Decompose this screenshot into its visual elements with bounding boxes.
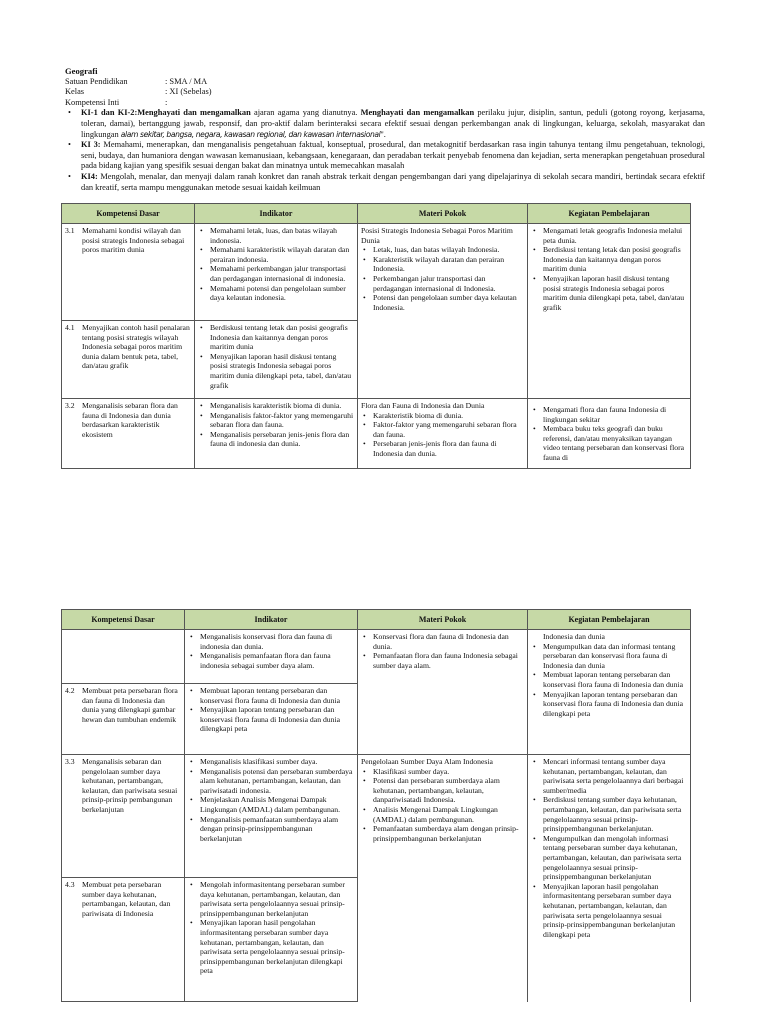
list-item: • Menganalisis potensi dan persebaran sumberdaya alam kehutanan, pertambangan, kelautan, dan pariwisatadi indonesia. <box>200 767 354 796</box>
materi-list <box>361 632 524 670</box>
syllabus-table-2 <box>61 609 691 1002</box>
list-item: • Menyajikan laporan hasil pengolahan informasitentang persebaran sumber daya kehutanan, pertambangan, kelautan, dan pariwisata serta pengelolaannya sesuai prinsip-prinsippembangunan berkelanjutan dilengkapi peta <box>200 918 354 976</box>
list-item: • Membuat laporan tentang persebaran dan konservasi flora fauna di Indonesia dan dunia <box>200 686 354 705</box>
kd-cell <box>62 630 185 684</box>
col-kegiatan: Kegiatan Pembelajaran <box>528 204 691 224</box>
info-value: : <box>165 97 168 107</box>
list-item: • Mengumpulkan dan mengolah informasi tentang persebaran sumber daya kehutanan, pertambangan, kelautan, dan pariwisata serta pengelolaannya sesuai prinsip-prinsippembangunan berkelanjutan <box>543 834 687 882</box>
kd-cell <box>62 755 185 878</box>
materi-cell <box>358 399 528 469</box>
col-kegiatan: Kegiatan Pembelajaran <box>528 610 691 630</box>
materi-list <box>361 245 524 312</box>
col-materi-pokok: Materi Pokok <box>358 610 528 630</box>
list-item: • Menyajikan laporan hasil diskusi tentang posisi strategis Indonesia sebagai poros maritim dunia dilengkapi peta, tabel, dan/atau grafik <box>210 352 354 390</box>
list-item: • Menjelaskan Analisis Mengenai Dampak Lingkungan (AMDAL) dalam pembangunan. <box>200 795 354 814</box>
ki-4 <box>81 172 705 193</box>
kegiatan-cell <box>528 755 691 1002</box>
list-item: • Potensi dan pengelolaan sumber daya kelautan Indonesia. <box>373 293 524 312</box>
kd-cell <box>62 224 195 321</box>
col-materi-pokok: Materi Pokok <box>358 204 528 224</box>
list-item: • Pemanfaatan sumberdaya alam dengan prinsip-prinsippembangunan berkelanjutan <box>373 824 524 843</box>
info-key: Kelas <box>65 87 85 97</box>
kd-text: Membuat peta persebaran flora dan fauna di Indonesia dan dunia yang dilengkapi gambar hewan dan tumbuhan endemik <box>82 686 178 724</box>
list-item: • Mengumpulkan data dan informasi tentang persebaran dan konservasi flora fauna di Indonesia dan dunia <box>543 642 687 671</box>
indikator-cell <box>185 878 358 1002</box>
list-item: • Memahami karakteristik wilayah daratan dan perairan indonesia. <box>210 245 354 264</box>
list-item: • Memahami perkembangan jalur transportasi dan perdagangan internasional di indonesia. <box>210 264 354 283</box>
syllabus-table-1 <box>61 203 691 469</box>
indikator-cell <box>195 399 358 469</box>
kd-number: 4.1 <box>65 323 75 332</box>
materi-list <box>361 767 524 844</box>
kd-text: Menganalisis sebaran flora dan fauna di Indonesia dan dunia berdasarkan karakteristik ekosistem <box>82 401 178 439</box>
list-item: • Menganalisis pemanfaatan flora dan fauna indonesia sebagai sumber daya alam. <box>200 651 354 670</box>
ki1-end: ". <box>380 129 386 139</box>
kd-text: Menganalisis sebaran dan pengelolaan sumber daya kehutanan, pertambangan, kelautan, dan pariwisata sesuai prinsip-prinsip pembangunan berkelanjutan <box>82 757 178 814</box>
table-header-row <box>62 204 691 224</box>
indikator-list <box>188 880 354 976</box>
indikator-list <box>188 686 354 734</box>
list-item: • Menyajikan laporan tentang persebaran dan konservasi flora fauna di Indonesia dan dunia dilengkapi peta <box>543 690 687 719</box>
list-item: • Menganalisis karakteristik bioma di dunia. <box>210 401 354 411</box>
list-item: • Konservasi flora dan fauna di Indonesia dan dunia. <box>373 632 524 651</box>
list-item: • Menganalisis pemanfaatan sumberdaya alam dengan prinsip-prinsippembangunan berkelanjutan <box>200 815 354 844</box>
list-item: • Membuat laporan tentang persebaran dan konservasi flora fauna di Indonesia dan dunia <box>543 670 687 689</box>
materi-cell <box>358 224 528 399</box>
kd-text: Membuat peta persebaran sumber daya kehutanan, pertambangan, kelautan, dan pariwisata di Indonesia <box>82 880 171 918</box>
list-item: • Memahami potensi dan pengelolaan sumber daya kelautan indonesia. <box>210 284 354 303</box>
list-item: • Membaca buku teks geografi dan buku referensi, dan/atau menyaksikan tayangan video tentang persebaran dan konservasi flora fauna di <box>543 424 687 462</box>
list-item: • Berdiskusi tentang sumber daya kehutanan, pertambangan, kelautan, dan pariwisata serta pengelolaannya sesuai prinsip-prinsippembangunan berkelanjutan. <box>543 795 687 833</box>
indikator-list <box>188 632 354 670</box>
ki1-text-2: perilaku jujur, disiplin, santun, peduli (gotong royong, kerjasama, toleran, damai), bertanggung jawab, responsif, dan pro-aktif dalam berinteraksi secara efektif sesuai dengan perkembangan anak di lingkungan, keluarga, sekolah, masyarakat dan lingkungan <box>81 108 705 139</box>
indikator-cell <box>185 630 358 684</box>
indikator-list <box>198 401 354 449</box>
list-item: • Pemanfaatan flora dan fauna Indonesia sebagai sumber daya alam. <box>373 651 524 670</box>
list-item: • Menganalisis klasifikasi sumber daya. <box>200 757 354 767</box>
kegiatan-list <box>531 642 687 719</box>
kegiatan-list <box>531 226 687 312</box>
list-item: • Perkembangan jalur transportasi dan perdagangan internasional di Indonesia. <box>373 274 524 293</box>
ki-3 <box>81 140 705 172</box>
table-row <box>62 630 691 684</box>
materi-title: Flora dan Fauna di Indonesia dan Dunia <box>361 401 485 410</box>
kegiatan-list <box>531 405 687 463</box>
list-item: • Mengamati letak geografis Indonesia melalui peta dunia. <box>543 226 687 245</box>
materi-title: Posisi Strategis Indonesia Sebagai Poros Maritim Dunia <box>361 226 513 245</box>
indikator-list <box>198 323 354 390</box>
kd-number: 4.2 <box>65 686 75 695</box>
info-key: Satuan Pendidikan <box>65 76 128 86</box>
info-row <box>65 87 705 98</box>
col-indikator: Indikator <box>195 204 358 224</box>
kd-number: 3.3 <box>65 757 75 766</box>
materi-cell <box>358 630 528 755</box>
ki-list <box>65 108 705 193</box>
list-item: • Mencari informasi tentang sumber daya kehutanan, pertambangan, kelautan, dan pariwisata serta pengelolaannya dari berbagai sumber/media <box>543 757 687 795</box>
ki3-text: Memahami, menerapkan, dan menganalisis pengetahuan faktual, konseptual, prosedural, dan metakognitif berdasarkan rasa ingin tahunya tentang ilmu pengetahuan, teknologi, seni, budaya, dan humaniora dengan wawasan kemanusiaan, kebangsaan, kenegaraan, dan peradaban terkait penyebab fenomena dan kejadian, serta menerapkan pengetahuan prosedural pada bidang kajian yang spesifik sesuai dengan bakat dan minatnya untuk memecahkan masalah <box>81 140 705 171</box>
ki4-heading: KI4: <box>81 171 98 181</box>
list-item: • Berdiskusi tentang letak dan posisi geografis Indonesia dan kaitannya dengan poros maritim dunia <box>543 245 687 274</box>
list-item: • Memahami letak, luas, dan batas wilayah indonesia. <box>210 226 354 245</box>
list-item: • Menyajikan laporan hasil diskusi tentang posisi strategis Indonesia sebagai poros maritim dunia dilengkapi peta, tabel, dan/atau grafik <box>543 274 687 312</box>
list-item: • Menganalisis konservasi flora dan fauna di indonesia dan dunia. <box>200 632 354 651</box>
kegiatan-list <box>531 757 687 939</box>
indikator-cell <box>185 755 358 878</box>
kegiatan-cell <box>528 630 691 755</box>
list-item: • Menganalisis faktor-faktor yang memengaruhi sebaran flora dan fauna. <box>210 411 354 430</box>
materi-list <box>361 411 524 459</box>
indikator-cell <box>195 321 358 399</box>
info-value: : XI (Sebelas) <box>165 87 212 97</box>
list-item: • Faktor-faktor yang memengaruhi sebaran flora dan fauna. <box>373 420 524 439</box>
kegiatan-cell <box>528 224 691 399</box>
list-item: • Letak, luas, dan batas wilayah Indonesia. <box>373 245 524 255</box>
indikator-list <box>198 226 354 303</box>
kd-cell <box>62 878 185 1002</box>
table-row <box>62 755 691 878</box>
col-kompetensi-dasar: Kompetensi Dasar <box>62 610 185 630</box>
table-header-row <box>62 610 691 630</box>
materi-cell <box>358 755 528 1002</box>
col-kompetensi-dasar: Kompetensi Dasar <box>62 204 195 224</box>
ki1-text: ajaran agama yang dianutnya. <box>250 108 361 118</box>
list-item: • Klasifikasi sumber daya. <box>373 767 524 777</box>
list-item: • Mengamati flora dan fauna Indonesia di lingkungan sekitar <box>543 405 687 424</box>
list-item: • Menyajikan laporan hasil pengolahan informasitentang persebaran sumber daya kehutanan, pertambangan, kelautan, dan pariwisata serta pengelolaannya sesuai prinsip-prinsippembangunan berkelanjutan dilengkapi peta <box>543 882 687 940</box>
ki1-emphasis: Menghayati dan mengamalkan <box>360 108 475 118</box>
ki1-heading: KI-1 dan KI-2:Menghayati dan mengamalkan <box>81 108 251 118</box>
info-key: Kompetensi Inti <box>65 97 120 107</box>
list-item: • Analisis Mengenai Dampak Lingkungan (AMDAL) dalam pembangunan. <box>373 805 524 824</box>
table-row <box>62 224 691 321</box>
indikator-list <box>188 757 354 843</box>
kd-number: 3.2 <box>65 401 75 410</box>
list-item: • Karakteristik bioma di dunia. <box>373 411 524 421</box>
list-item: • Persebaran jenis-jenis flora dan fauna di Indonesia dan dunia. <box>373 439 524 458</box>
ki3-heading: KI 3: <box>81 140 101 150</box>
list-item: • Mengolah informasitentang persebaran sumber daya kehutanan, pertambangan, kelautan, dan pariwisata serta pengelolaannya sesuai prinsip-prinsippembangunan berkelanjutan <box>200 880 354 918</box>
kd-cell <box>62 684 185 755</box>
kd-text: Memahami kondisi wilayah dan posisi strategis Indonesia sebagai poros maritim dunia <box>82 226 185 255</box>
kd-cell <box>62 399 195 469</box>
list-item: • Menyajikan laporan tentang persebaran dan konservasi flora fauna di Indonesia dan dunia dilengkapi peta <box>200 705 354 734</box>
info-value: : SMA / MA <box>165 76 208 86</box>
ki1-handwritten-text: alam sekitar, bangsa, negara, kawasan regional, dan kawasan internasional <box>120 129 381 139</box>
ki4-text: Mengolah, menalar, dan menyaji dalam ranah konkret dan ranah abstrak terkait dengan pengembangan dari yang dipelajarinya di sekolah secara mandiri, bertindak secara efektif dan kreatif, serta mampu menggunakan metode sesuai kaidah keilmuan <box>81 171 705 192</box>
ki-1-2 <box>81 108 705 140</box>
kd-number: 3.1 <box>65 226 75 235</box>
kegiatan-cell <box>528 399 691 469</box>
kd-number: 4.3 <box>65 880 75 889</box>
document-header <box>65 66 705 193</box>
list-item: • Berdiskusi tentang letak dan posisi geografis Indonesia dan kaitannya dengan poros maritim dunia <box>210 323 354 352</box>
list-item: • Menganalisis persebaran jenis-jenis flora dan fauna di indonesia dan dunia. <box>210 430 354 449</box>
kd-text: Menyajikan contoh hasil penalaran tentang posisi strategis wilayah Indonesia sebagai poros maritim dunia dalam bentuk peta, tabel, dan/atau grafik <box>82 323 190 371</box>
indikator-cell <box>185 684 358 755</box>
table-row <box>62 399 691 469</box>
list-item: • Karakteristik wilayah daratan dan perairan Indonesia. <box>373 255 524 274</box>
indikator-cell <box>195 224 358 321</box>
info-row <box>65 77 705 88</box>
info-row <box>65 98 705 109</box>
subject-title: Geografi <box>65 66 98 76</box>
materi-title: Pengelolaan Sumber Daya Alam Indonesia <box>361 757 493 766</box>
list-item: • Potensi dan persebaran sumberdaya alam kehutanan, pertambangan, kelautan, danpariwisatadi Indonesia. <box>373 776 524 805</box>
kegiatan-continuation: Indonesia dan dunia <box>543 632 605 641</box>
col-indikator: Indikator <box>185 610 358 630</box>
kd-cell <box>62 321 195 399</box>
